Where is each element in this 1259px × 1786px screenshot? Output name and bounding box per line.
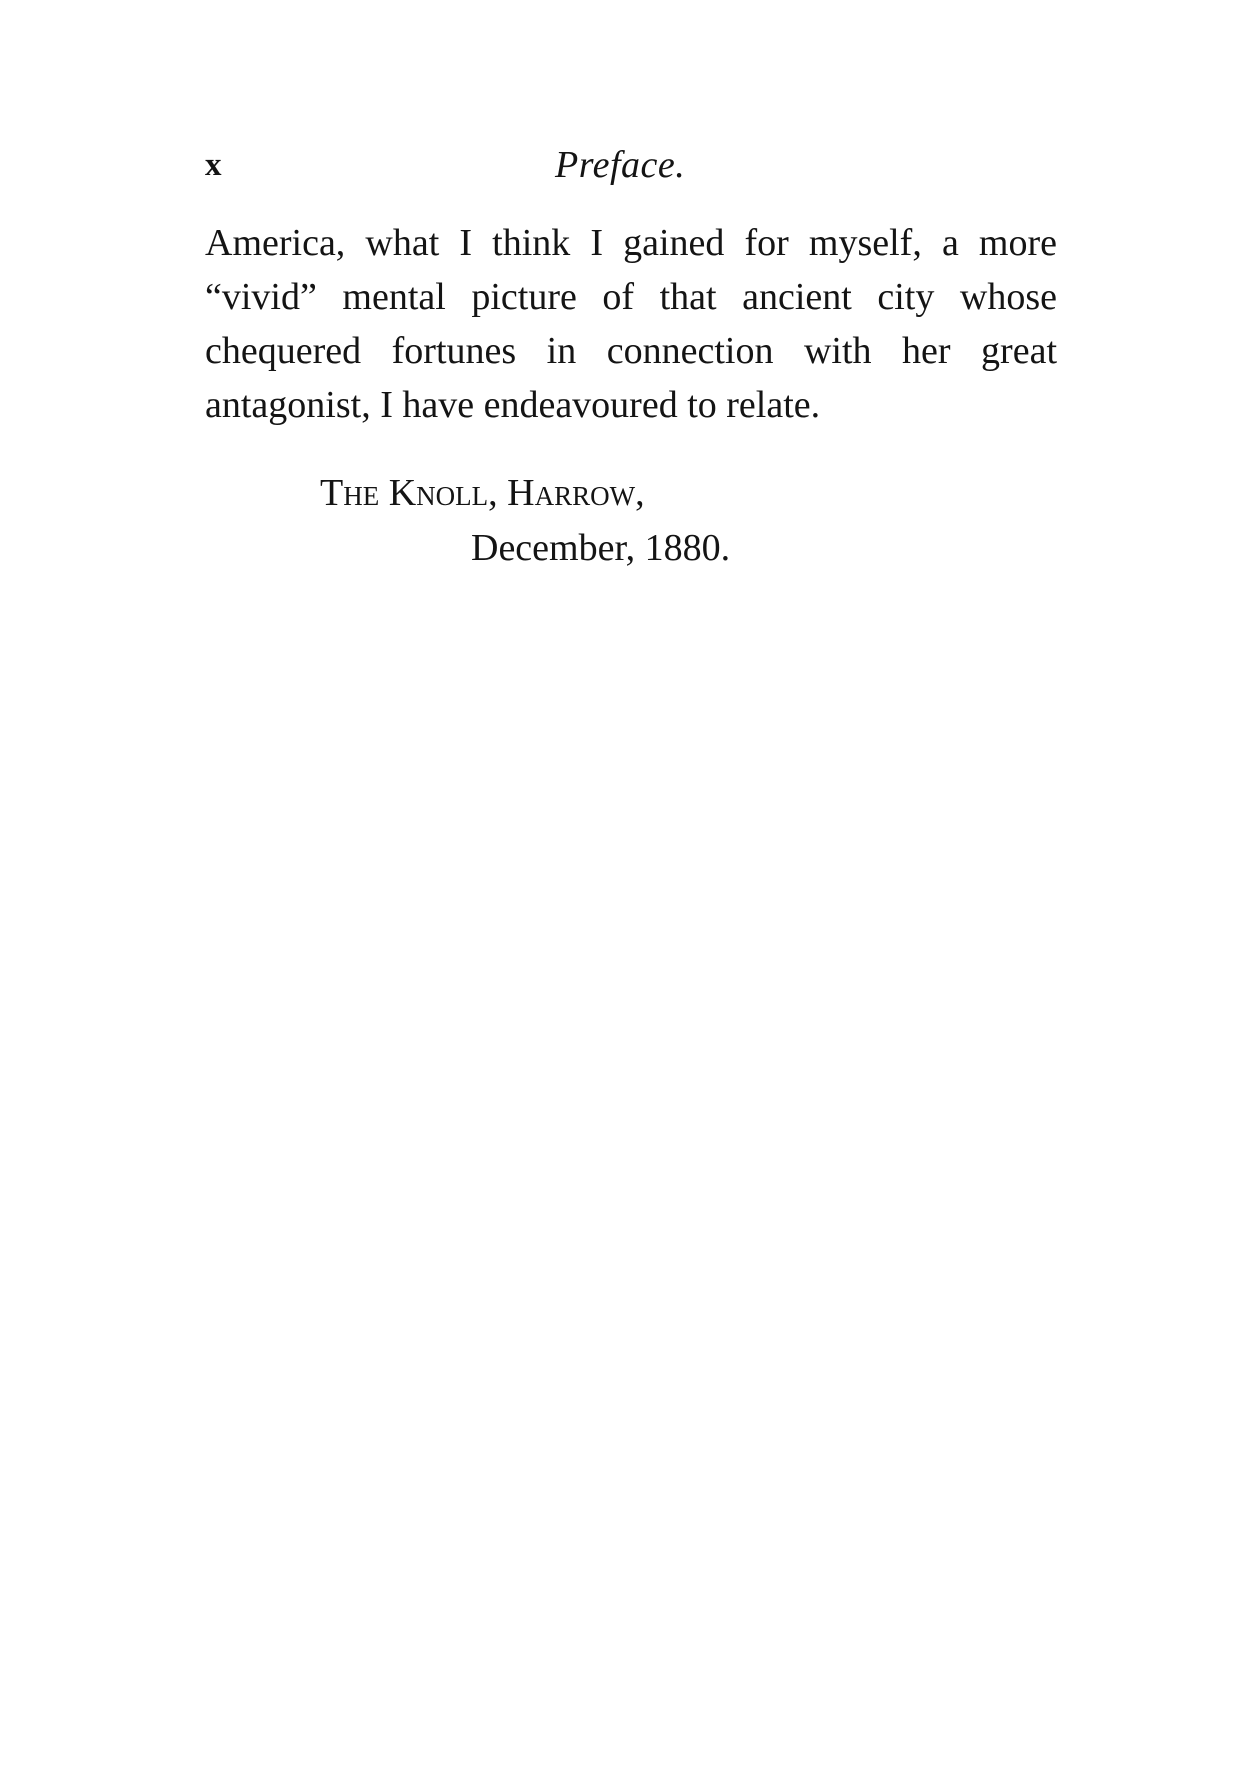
body-paragraph bbox=[205, 216, 1057, 432]
page-number: x bbox=[205, 147, 222, 183]
body-line: antagonist, I have endeavoured to relate. bbox=[205, 384, 821, 426]
signature-place: The Knoll, Harrow, bbox=[320, 472, 645, 514]
running-title: Preface. bbox=[555, 144, 686, 186]
signature-date: December, 1880. bbox=[471, 527, 731, 569]
running-head bbox=[205, 145, 1057, 190]
body-line: America, what I think I gained for myself, a more bbox=[205, 222, 1057, 264]
body-line: “vivid” mental picture of that ancient city whose bbox=[205, 276, 1057, 318]
body-line: chequered fortunes in connection with her great bbox=[205, 330, 1057, 372]
